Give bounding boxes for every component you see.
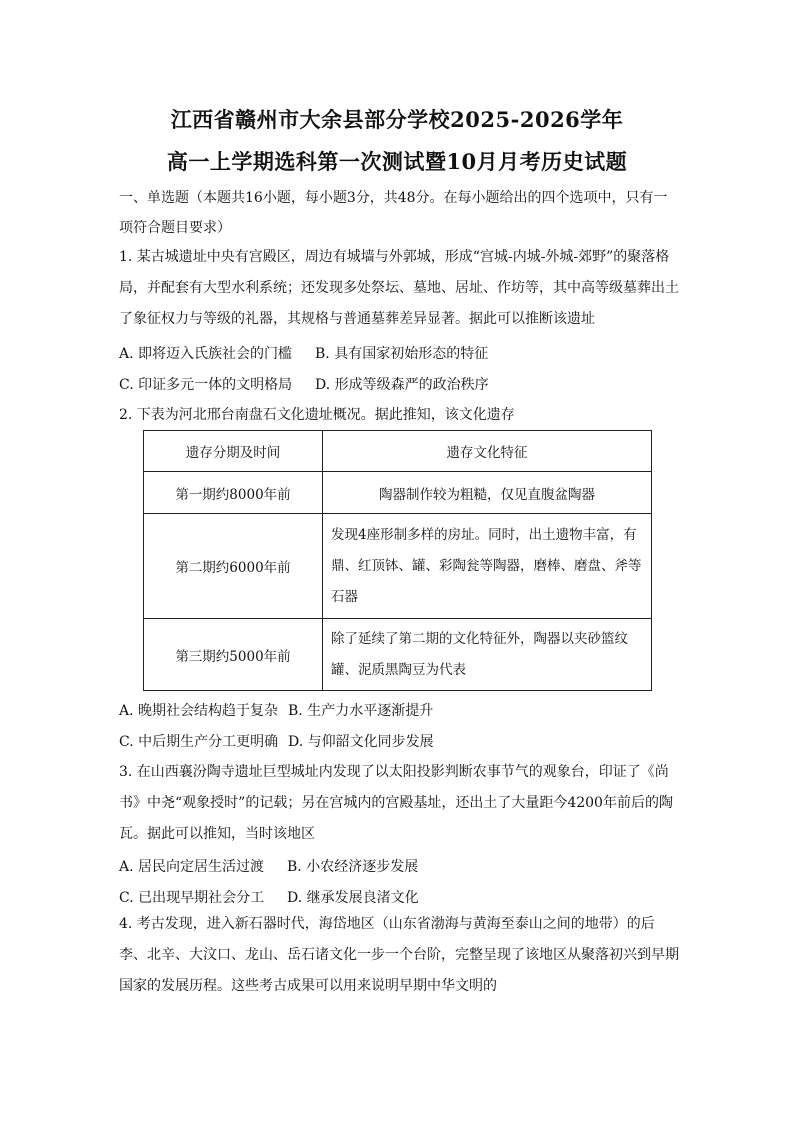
table-row [144, 472, 652, 514]
exam-title-line-2: 高一上学期选科第一次测试暨10月月考历史试题 [166, 149, 628, 174]
section-instructions-line-1: 一、单选题（本题共16小题，每小题3分，共48分。在每小题给出的四个选项中，只有一 [119, 190, 668, 206]
question-1-options-row-2 [119, 374, 489, 394]
question-2-option-d[interactable]: D. 与仰韶文化同步发展 [288, 734, 434, 750]
table-cell-features: 发现4座形制多样的房址。同时，出土遗物丰富，有鼎、红顶钵、罐、彩陶瓮等陶器，磨棒、磨盘、斧等石器 [323, 514, 652, 619]
question-1-option-b[interactable]: B. 具有国家初始形态的特征 [315, 346, 489, 362]
table-cell-period: 第一期约8000年前 [144, 472, 323, 514]
question-2-option-b[interactable]: B. 生产力水平逐渐提升 [288, 703, 434, 719]
table-header-period: 遗存分期及时间 [144, 431, 323, 472]
exam-title-line-1: 江西省赣州市大余县部分学校2025-2026学年 [170, 107, 624, 132]
question-1-option-d[interactable]: D. 形成等级森严的政治秩序 [315, 377, 489, 393]
question-2-options-row-1 [119, 700, 433, 720]
question-3-option-a[interactable]: A. 居民向定居生活过渡 [119, 859, 265, 875]
question-4-stem: 4. 考古发现，进入新石器时代，海岱地区（山东省渤海与黄海至泰山之间的地带）的后李、北辛、大汶口、龙山、岳石诸文化一步一个台阶，完整呈现了该地区从聚落初兴到早期国家的发展历程。这些考古成果可以用来说明早期中华文明的 [119, 916, 679, 994]
question-3-option-b[interactable]: B. 小农经济逐步发展 [287, 859, 419, 875]
table-cell-period: 第二期约6000年前 [144, 514, 323, 619]
question-2-option-c[interactable]: C. 中后期生产分工更明确 [119, 734, 279, 750]
table-header-features: 遗存文化特征 [323, 431, 652, 472]
question-2-options-row-2 [119, 731, 434, 751]
section-instructions-line-2: 项符合题目要求） [119, 220, 231, 236]
question-1-option-c[interactable]: C. 印证多元一体的文明格局 [119, 377, 293, 393]
question-3-option-c[interactable]: C. 已出现早期社会分工 [119, 890, 265, 906]
question-3-options-row-1 [119, 856, 418, 876]
site-overview-table [143, 430, 652, 691]
question-3-option-d[interactable]: D. 继承发展良渚文化 [287, 890, 419, 906]
question-1-stem: 1. 某古城遗址中央有宫殿区，周边有城墙与外郭城，形成“宫城-内城-外城-郊野”的聚落格局，并配套有大型水利系统；还发现多处祭坛、墓地、居址、作坊等，其中高等级墓葬出土了象征权力与等级的礼器，其规格与普通墓葬差异显著。据此可以推断该遗址 [119, 249, 679, 327]
table-row [144, 619, 652, 691]
table-header-row [144, 431, 652, 472]
question-2-option-a[interactable]: A. 晚期社会结构趋于复杂 [119, 703, 279, 719]
table-cell-features: 除了延续了第二期的文化特征外，陶器以夹砂篮纹罐、泥质黑陶豆为代表 [323, 619, 652, 691]
table-cell-period: 第三期约5000年前 [144, 619, 323, 691]
question-1-option-a[interactable]: A. 即将迈入氏族社会的门槛 [119, 346, 293, 362]
question-2-stem: 2. 下表为河北邢台南盘石文化遗址概况。据此推知，该文化遗存 [119, 407, 515, 423]
question-3-stem: 3. 在山西襄汾陶寺遗址巨型城址内发现了以太阳投影判断农事节气的观象台，印证了《尚书》中尧“观象授时”的记载；另在宫城内的宫殿基址，还出土了大量距今4200年前后的陶瓦。据此可以推知，当时该地区 [119, 764, 673, 842]
table-row [144, 514, 652, 619]
question-3-options-row-2 [119, 887, 419, 907]
table-cell-features: 陶器制作较为粗糙，仅见直腹盆陶器 [323, 472, 652, 514]
question-1-options-row-1 [119, 343, 488, 363]
